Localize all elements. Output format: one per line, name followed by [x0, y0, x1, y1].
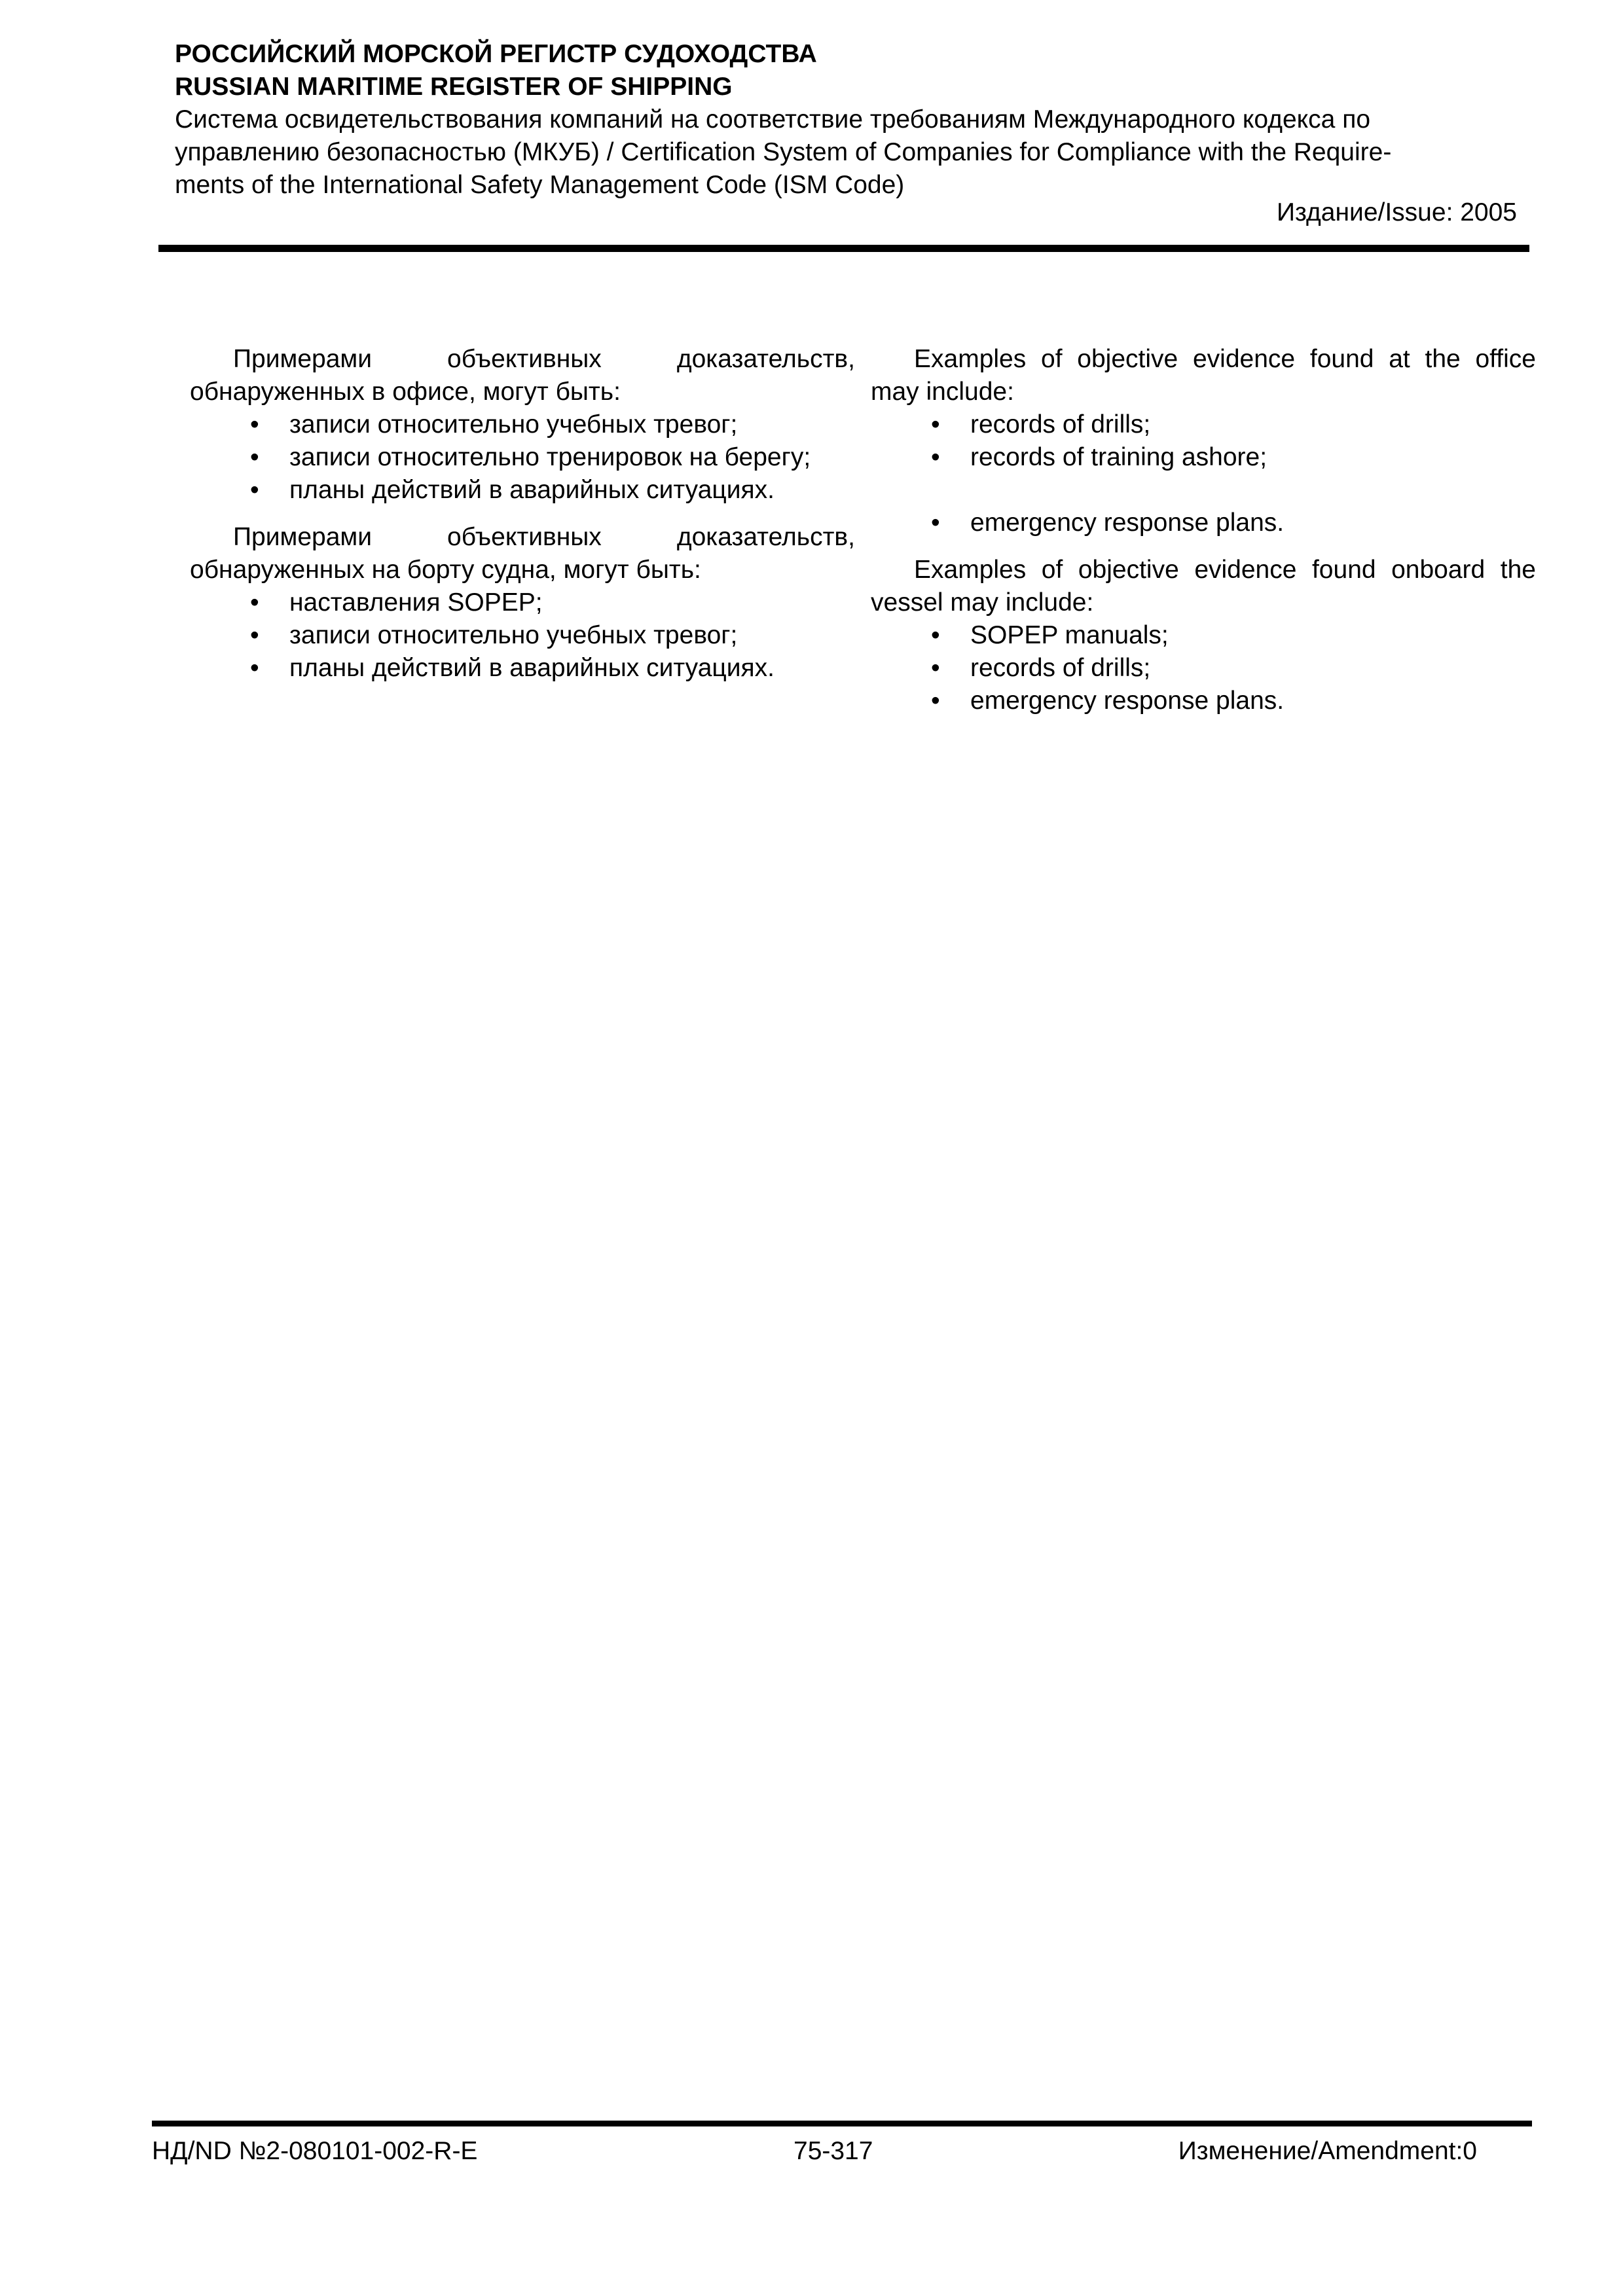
bullet-icon: •	[931, 443, 940, 471]
list-item	[871, 441, 1536, 474]
list-item-text: records of training ashore;	[970, 443, 1267, 471]
office-evidence-intro-en: Examples of objective evidence found at the office may include:	[871, 345, 1536, 406]
office-evidence-section-en	[871, 343, 1536, 539]
office-evidence-section-ru	[190, 343, 855, 507]
system-title-line-2: управлению безопасностью (МКУБ) / Certification System of Companies for Compliance with the Require-	[175, 138, 1392, 166]
bullet-icon: •	[250, 410, 259, 439]
list-item-text: записи относительно учебных тревог;	[289, 410, 738, 439]
vessel-evidence-list-en	[871, 619, 1536, 717]
list-item-text: записи относительно учебных тревог;	[289, 621, 738, 649]
organization-name-english: RUSSIAN MARITIME REGISTER OF SHIPPING	[175, 73, 733, 101]
page-footer	[152, 2135, 1477, 2168]
bullet-icon: •	[250, 654, 259, 682]
office-evidence-list-en	[871, 408, 1536, 539]
bullet-icon: •	[931, 509, 940, 537]
header-divider	[158, 245, 1529, 252]
amendment-label: Изменение/Amendment:0	[1178, 2137, 1477, 2165]
office-evidence-intro-ru: Примерами объективных доказательств, обнаруженных в офисе, могут быть:	[190, 345, 855, 406]
bullet-icon: •	[931, 621, 940, 649]
english-column	[871, 343, 1536, 717]
russian-column	[190, 343, 855, 685]
list-item-text: emergency response plans.	[970, 509, 1285, 537]
office-evidence-list-ru	[190, 408, 855, 507]
bullet-icon: •	[250, 588, 259, 617]
list-item	[190, 408, 855, 441]
system-title-line-3: ments of the International Safety Management Code (ISM Code)	[175, 171, 905, 199]
vessel-evidence-section-en	[871, 554, 1536, 717]
list-item-text: records of drills;	[970, 410, 1151, 439]
list-item	[871, 408, 1536, 441]
list-item-text: records of drills;	[970, 654, 1151, 682]
bullet-icon: •	[931, 687, 940, 715]
list-item	[871, 685, 1536, 717]
vessel-evidence-list-ru	[190, 586, 855, 685]
document-number: НД/ND №2-080101-002-R-E	[152, 2137, 478, 2165]
list-item-text: наставления SOPEP;	[289, 588, 543, 617]
vessel-evidence-intro-ru: Примерами объективных доказательств, обнаруженных на борту судна, могут быть:	[190, 523, 855, 584]
bullet-icon: •	[931, 410, 940, 439]
system-title-line-1: Система освидетельствования компаний на соответствие требованиям Международного кодекса по	[175, 105, 1371, 134]
list-item-text: планы действий в аварийных ситуациях.	[289, 654, 775, 682]
list-item	[190, 474, 855, 507]
list-item-text: планы действий в аварийных ситуациях.	[289, 476, 775, 504]
list-item	[190, 652, 855, 685]
bullet-icon: •	[250, 476, 259, 504]
list-item	[871, 619, 1536, 652]
list-item	[190, 586, 855, 619]
vessel-evidence-intro-en: Examples of objective evidence found onboard the vessel may include:	[871, 556, 1536, 617]
page-header	[175, 38, 1517, 202]
page-number: 75-317	[793, 2137, 873, 2165]
list-item	[871, 507, 1536, 539]
bullet-icon: •	[250, 621, 259, 649]
footer-divider	[152, 2121, 1532, 2126]
issue-label: Издание/Issue: 2005	[1277, 198, 1517, 226]
list-item	[190, 619, 855, 652]
organization-name-russian: РОССИЙСКИЙ МОРСКОЙ РЕГИСТР СУДОХОДСТВА	[175, 40, 817, 68]
list-item-text: SOPEP manuals;	[970, 621, 1169, 649]
list-item	[190, 441, 855, 474]
list-item-text: emergency response plans.	[970, 687, 1285, 715]
vessel-evidence-section-ru	[190, 521, 855, 685]
list-item-text: записи относительно тренировок на берегу;	[289, 443, 811, 471]
bullet-icon: •	[931, 654, 940, 682]
alignment-spacer	[871, 474, 1536, 507]
bullet-icon: •	[250, 443, 259, 471]
list-item	[871, 652, 1536, 685]
